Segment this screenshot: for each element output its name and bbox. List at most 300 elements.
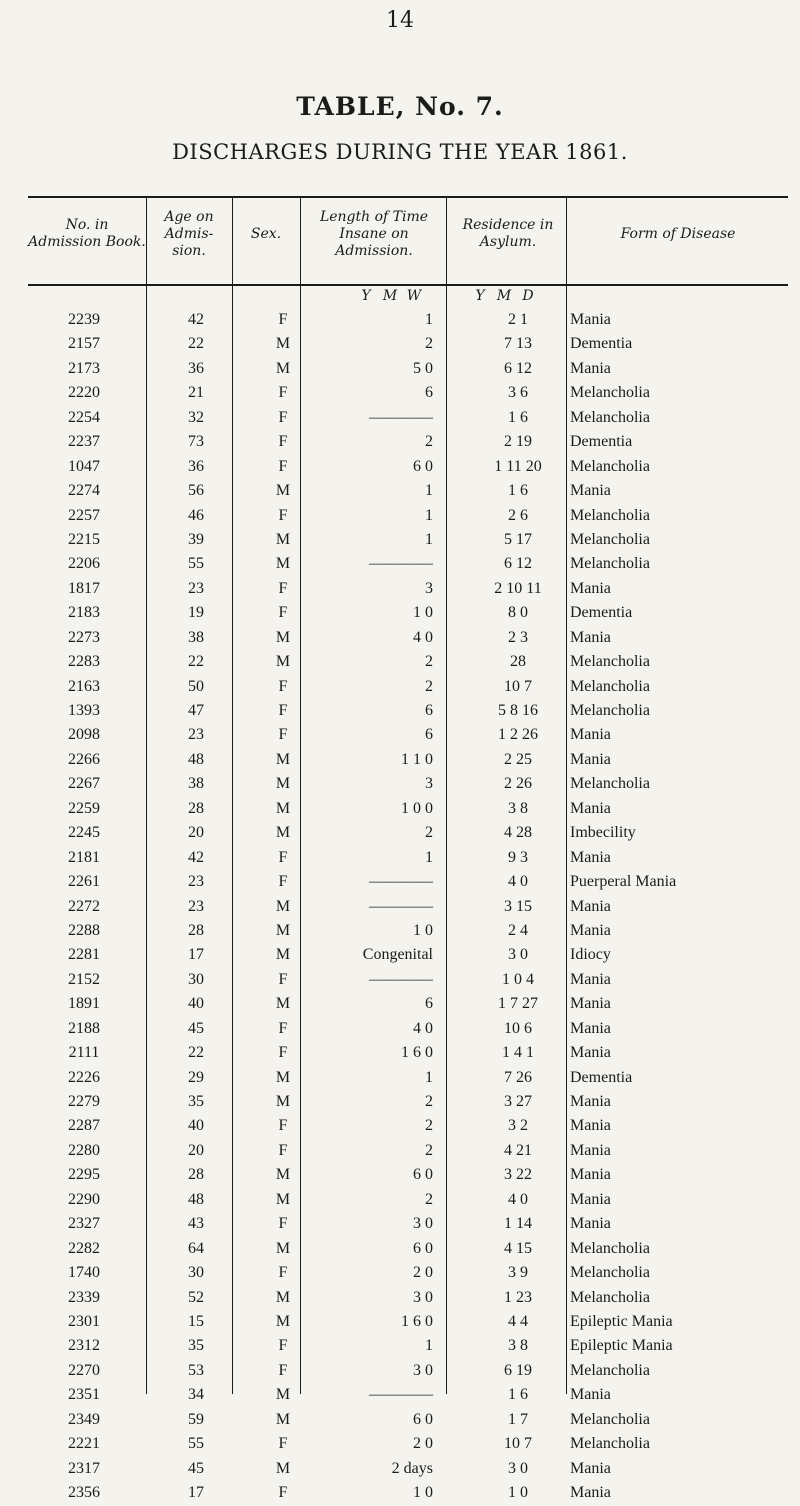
table-row: [28, 553, 788, 577]
age-value: 23: [188, 897, 204, 915]
form-of-disease-value: Mania: [570, 1459, 611, 1477]
sex-value: M: [275, 1312, 291, 1330]
admission-number: 1393: [68, 702, 100, 719]
admission-number: 1817: [68, 579, 100, 597]
sex-value: M: [275, 1386, 291, 1404]
sex-value: F: [278, 677, 288, 695]
table-row: [28, 1189, 788, 1213]
form-of-disease-value: Dementia: [570, 604, 633, 622]
sex-value: M: [275, 775, 291, 793]
sex-value: M: [275, 1459, 291, 1477]
residence-value: 6 19: [504, 1361, 532, 1379]
residence-value: 1 7 27: [498, 995, 538, 1013]
residence-value: 1 14: [504, 1215, 532, 1233]
header-form-of-disease: Form of Disease: [620, 225, 736, 242]
admission-number: 2272: [68, 897, 100, 915]
residence-value: 4 4: [508, 1312, 528, 1330]
length-insane-value: 2: [425, 1093, 433, 1110]
form-of-disease-value: Imbecility: [570, 824, 636, 842]
length-insane-value: 2 days: [391, 1459, 433, 1477]
form-of-disease-value: Mania: [570, 482, 611, 500]
residence-value: 5 8 16: [498, 702, 538, 719]
table-row: [28, 407, 788, 431]
length-insane-value: 5 0: [413, 359, 433, 377]
length-insane-value: 2: [425, 335, 433, 353]
residence-value: 3 15: [504, 897, 532, 915]
age-value: 35: [188, 1093, 204, 1110]
admission-number: 2261: [68, 873, 100, 891]
table-row: [28, 1140, 788, 1164]
residence-value: 6 12: [504, 555, 532, 573]
age-value: 47: [188, 702, 204, 719]
residence-value: 7 13: [504, 335, 532, 353]
age-value: 22: [188, 1044, 204, 1062]
admission-number: 2312: [68, 1337, 100, 1355]
admission-number: 2351: [68, 1386, 100, 1404]
form-of-disease-value: Melancholia: [570, 1239, 650, 1257]
table-row: [28, 627, 788, 651]
sex-value: M: [275, 359, 291, 377]
admission-number: 2220: [68, 384, 100, 402]
table-row: [28, 1311, 788, 1335]
form-of-disease-value: Mania: [570, 1093, 611, 1110]
residence-value: 10 7: [504, 677, 532, 695]
sex-value: F: [278, 604, 288, 622]
sex-value: F: [278, 970, 288, 988]
table-row: [28, 529, 788, 553]
admission-number: 2183: [68, 604, 100, 622]
residence-value: 6 12: [504, 359, 532, 377]
sex-value: M: [275, 1068, 291, 1086]
sex-value: F: [278, 1019, 288, 1037]
sex-value: M: [275, 482, 291, 500]
form-of-disease-value: Melancholia: [570, 530, 650, 548]
length-insane-value: 1: [425, 530, 433, 548]
table-row: [28, 1409, 788, 1433]
admission-number: 2188: [68, 1019, 100, 1037]
residence-value: 1 0 4: [502, 970, 534, 988]
sex-value: F: [278, 457, 288, 475]
sex-value: F: [278, 1435, 288, 1453]
sex-value: M: [275, 750, 291, 768]
length-insane-value: 2 0: [413, 1435, 433, 1453]
form-of-disease-value: Mania: [570, 995, 611, 1013]
age-value: 73: [188, 433, 204, 451]
age-value: 15: [188, 1312, 204, 1330]
table-row: [28, 651, 788, 675]
length-insane-value: 1: [425, 311, 433, 328]
length-insane-value: 3 0: [413, 1361, 433, 1379]
table-row: [28, 969, 788, 993]
table-row: [28, 1115, 788, 1139]
header-residence: Residence in Asylum.: [462, 217, 554, 250]
age-value: 34: [188, 1386, 204, 1404]
table-row: [28, 1384, 788, 1408]
form-of-disease-value: Mania: [570, 311, 611, 328]
form-of-disease-value: Melancholia: [570, 677, 650, 695]
form-of-disease-value: Melancholia: [570, 1410, 650, 1428]
length-insane-value: Congenital: [362, 946, 433, 964]
residence-value: 1 0: [508, 1484, 528, 1501]
age-value: 53: [188, 1361, 204, 1379]
admission-number: 2221: [68, 1435, 100, 1453]
form-of-disease-value: Melancholia: [570, 1435, 650, 1453]
form-of-disease-value: Mania: [570, 359, 611, 377]
length-insane-value: 1: [425, 506, 433, 524]
form-of-disease-value: Melancholia: [570, 653, 650, 671]
table-row: [28, 798, 788, 822]
residence-value: 2 3: [508, 628, 528, 646]
table-row: [28, 505, 788, 529]
form-of-disease-value: Mania: [570, 848, 611, 866]
length-unit-years: Y: [361, 288, 371, 304]
age-value: 38: [188, 628, 204, 646]
form-of-disease-value: Mania: [570, 1215, 611, 1233]
table-row: [28, 602, 788, 626]
length-insane-value: 2 0: [413, 1264, 433, 1282]
admission-number: 2339: [68, 1288, 100, 1306]
residence-value: 1 6: [508, 482, 528, 500]
residence-value: 2 19: [504, 433, 532, 451]
form-of-disease-value: Mania: [570, 726, 611, 744]
residence-value: 3 27: [504, 1093, 532, 1110]
admission-number: 2215: [68, 530, 100, 548]
table-row: [28, 578, 788, 602]
age-value: 19: [188, 604, 204, 622]
sex-value: M: [275, 824, 291, 842]
age-value: 32: [188, 408, 204, 426]
admission-number: 2280: [68, 1141, 100, 1159]
age-value: 30: [188, 1264, 204, 1282]
residence-value: 2 6: [508, 506, 528, 524]
table-row: [28, 1287, 788, 1311]
residence-value: 4 28: [504, 824, 532, 842]
admission-number: 2111: [68, 1044, 100, 1062]
sex-value: F: [278, 1264, 288, 1282]
residence-value: 2 10 11: [494, 579, 542, 597]
age-value: 43: [188, 1215, 204, 1233]
length-subheader: [358, 288, 448, 308]
residence-value: 2 25: [504, 750, 532, 768]
sex-value: F: [278, 1117, 288, 1135]
age-value: 42: [188, 311, 204, 328]
form-of-disease-value: Epileptic Mania: [570, 1337, 673, 1355]
age-value: 17: [188, 946, 204, 964]
admission-number: 2245: [68, 824, 100, 842]
residence-value: 9 3: [508, 848, 528, 866]
sex-value: M: [275, 653, 291, 671]
table-row: [28, 1091, 788, 1115]
residence-value: 1 4 1: [502, 1044, 534, 1062]
table-row: [28, 944, 788, 968]
sex-value: F: [278, 1141, 288, 1159]
length-insane-value: 1: [425, 848, 433, 866]
form-of-disease-value: Mania: [570, 921, 611, 939]
length-insane-value: ————: [369, 555, 433, 573]
sex-value: M: [275, 1239, 291, 1257]
residence-value: 4 21: [504, 1141, 532, 1159]
form-of-disease-value: Melancholia: [570, 384, 650, 402]
sex-value: F: [278, 311, 288, 328]
form-of-disease-value: Melancholia: [570, 702, 650, 719]
length-insane-value: 2: [425, 433, 433, 451]
length-insane-value: 1 6 0: [401, 1044, 433, 1062]
table-row: [28, 1458, 788, 1482]
length-insane-value: 2: [425, 653, 433, 671]
form-of-disease-value: Dementia: [570, 433, 633, 451]
length-insane-value: 6: [425, 726, 433, 744]
table-row: [28, 700, 788, 724]
length-insane-value: ————: [369, 873, 433, 891]
residence-value: 3 9: [508, 1264, 528, 1282]
length-insane-value: 1: [425, 1068, 433, 1086]
sex-value: F: [278, 1361, 288, 1379]
age-value: 64: [188, 1239, 204, 1257]
length-insane-value: 1 6 0: [401, 1312, 433, 1330]
form-of-disease-value: Mania: [570, 1044, 611, 1062]
length-insane-value: 1: [425, 482, 433, 500]
form-of-disease-value: Melancholia: [570, 408, 650, 426]
residence-value: 3 8: [508, 799, 528, 817]
age-value: 35: [188, 1337, 204, 1355]
length-insane-value: 1 0: [413, 604, 433, 622]
age-value: 29: [188, 1068, 204, 1086]
sex-value: F: [278, 702, 288, 719]
table-row: [28, 847, 788, 871]
age-value: 38: [188, 775, 204, 793]
length-insane-value: ————: [369, 970, 433, 988]
length-insane-value: 1 1 0: [401, 750, 433, 768]
age-value: 40: [188, 995, 204, 1013]
residence-value: 3 22: [504, 1166, 532, 1184]
admission-number: 2274: [68, 482, 100, 500]
residence-value: 5 17: [504, 530, 532, 548]
length-insane-value: 2: [425, 677, 433, 695]
discharges-table: [28, 196, 788, 1501]
age-value: 28: [188, 921, 204, 939]
admission-number: 2226: [68, 1068, 100, 1086]
length-insane-value: 2: [425, 1141, 433, 1159]
admission-number: 2301: [68, 1312, 100, 1330]
age-value: 45: [188, 1459, 204, 1477]
admission-number: 2237: [68, 433, 100, 451]
age-value: 40: [188, 1117, 204, 1135]
age-value: 28: [188, 799, 204, 817]
age-value: 39: [188, 530, 204, 548]
header-admission-no: No. in Admission Book.: [28, 217, 146, 250]
residence-value: 3 6: [508, 384, 528, 402]
table-row: [28, 920, 788, 944]
sex-value: M: [275, 335, 291, 353]
table-row: [28, 993, 788, 1017]
age-value: 30: [188, 970, 204, 988]
form-of-disease-value: Mania: [570, 970, 611, 988]
form-of-disease-value: Mania: [570, 1141, 611, 1159]
sex-value: M: [275, 946, 291, 964]
form-of-disease-value: Melancholia: [570, 457, 650, 475]
admission-number: 2279: [68, 1093, 100, 1110]
age-value: 28: [188, 1166, 204, 1184]
age-value: 23: [188, 873, 204, 891]
age-value: 48: [188, 1190, 204, 1208]
form-of-disease-value: Melancholia: [570, 555, 650, 573]
sex-value: F: [278, 408, 288, 426]
length-insane-value: 4 0: [413, 1019, 433, 1037]
length-insane-value: 6 0: [413, 1166, 433, 1184]
table-subtitle: DISCHARGES DURING THE YEAR 1861.: [172, 140, 628, 164]
residence-value: 3 0: [508, 1459, 528, 1477]
admission-number: 2356: [68, 1484, 100, 1501]
length-unit-months: M: [382, 288, 398, 304]
admission-number: 2257: [68, 506, 100, 524]
sex-value: M: [275, 921, 291, 939]
admission-number: 2098: [68, 726, 100, 744]
header-sex: Sex.: [250, 225, 282, 242]
table-row: [28, 871, 788, 895]
admission-number: 2152: [68, 970, 100, 988]
form-of-disease-value: Mania: [570, 897, 611, 915]
sex-value: M: [275, 799, 291, 817]
table-row: [28, 1213, 788, 1237]
form-of-disease-value: Mania: [570, 1019, 611, 1037]
admission-number: 2349: [68, 1410, 100, 1428]
age-value: 22: [188, 653, 204, 671]
residence-value: 8 0: [508, 604, 528, 622]
length-insane-value: 2: [425, 1190, 433, 1208]
table-row: [28, 1238, 788, 1262]
admission-number: 2282: [68, 1239, 100, 1257]
form-of-disease-value: Mania: [570, 579, 611, 597]
admission-number: 2281: [68, 946, 100, 964]
admission-number: 2206: [68, 555, 100, 573]
age-value: 20: [188, 824, 204, 842]
admission-number: 2270: [68, 1361, 100, 1379]
sex-value: M: [275, 1288, 291, 1306]
table-row: [28, 382, 788, 406]
admission-number: 2283: [68, 653, 100, 671]
admission-number: 2163: [68, 677, 100, 695]
sex-value: F: [278, 1044, 288, 1062]
residence-unit-years: Y: [475, 288, 485, 304]
admission-number: 2290: [68, 1190, 100, 1208]
header-age: Age on Admis- sion.: [164, 208, 214, 259]
length-insane-value: 2: [425, 824, 433, 842]
admission-number: 2317: [68, 1459, 100, 1477]
residence-value: 4 0: [508, 873, 528, 891]
form-of-disease-value: Dementia: [570, 335, 633, 353]
admission-number: 2288: [68, 921, 100, 939]
sex-value: M: [275, 1166, 291, 1184]
age-value: 23: [188, 726, 204, 744]
residence-subheader: [472, 288, 562, 308]
age-value: 42: [188, 848, 204, 866]
table-row: [28, 1164, 788, 1188]
length-insane-value: ————: [369, 1386, 433, 1404]
form-of-disease-value: Melancholia: [570, 775, 650, 793]
admission-number: 2327: [68, 1215, 100, 1233]
sex-value: F: [278, 433, 288, 451]
sex-value: M: [275, 1410, 291, 1428]
age-value: 22: [188, 335, 204, 353]
admission-number: 2254: [68, 408, 100, 426]
form-of-disease-value: Mania: [570, 1386, 611, 1404]
table-row: [28, 676, 788, 700]
age-value: 55: [188, 1435, 204, 1453]
table-row: [28, 333, 788, 357]
table-row: [28, 1042, 788, 1066]
age-value: 36: [188, 457, 204, 475]
sex-value: F: [278, 506, 288, 524]
residence-value: 10 6: [504, 1019, 532, 1037]
admission-number: 1891: [68, 995, 100, 1013]
sex-value: M: [275, 555, 291, 573]
age-value: 56: [188, 482, 204, 500]
admission-number: 2157: [68, 335, 100, 353]
age-value: 59: [188, 1410, 204, 1428]
length-insane-value: 6: [425, 384, 433, 402]
form-of-disease-value: Idiocy: [570, 946, 611, 964]
admission-number: 2287: [68, 1117, 100, 1135]
length-insane-value: 3 0: [413, 1288, 433, 1306]
length-insane-value: ————: [369, 408, 433, 426]
sex-value: M: [275, 628, 291, 646]
table-row: [28, 896, 788, 920]
form-of-disease-value: Epileptic Mania: [570, 1312, 673, 1330]
sex-value: M: [275, 897, 291, 915]
residence-value: 1 6: [508, 408, 528, 426]
residence-value: 4 0: [508, 1190, 528, 1208]
sex-value: F: [278, 873, 288, 891]
sex-value: F: [278, 1215, 288, 1233]
table-row: [28, 724, 788, 748]
form-of-disease-value: Melancholia: [570, 1361, 650, 1379]
table-title: TABLE, No. 7.: [296, 92, 504, 121]
sex-value: M: [275, 995, 291, 1013]
residence-value: 2 4: [508, 921, 528, 939]
page-number: 14: [386, 8, 414, 33]
age-value: 17: [188, 1484, 204, 1501]
table-row: [28, 1262, 788, 1286]
residence-value: 1 7: [508, 1410, 528, 1428]
form-of-disease-value: Mania: [570, 750, 611, 768]
admission-number: 1047: [68, 457, 100, 475]
length-insane-value: 1 0: [413, 921, 433, 939]
sex-value: F: [278, 848, 288, 866]
admission-number: 2295: [68, 1166, 100, 1184]
length-insane-value: 6 0: [413, 1239, 433, 1257]
residence-value: 1 2 26: [498, 726, 538, 744]
table-row: [28, 1360, 788, 1384]
table-row: [28, 309, 788, 333]
age-value: 50: [188, 677, 204, 695]
sex-value: F: [278, 384, 288, 402]
length-insane-value: 1 0: [413, 1484, 433, 1501]
residence-value: 1 6: [508, 1386, 528, 1404]
length-insane-value: 4 0: [413, 628, 433, 646]
age-value: 45: [188, 1019, 204, 1037]
sex-value: F: [278, 726, 288, 744]
length-insane-value: 1 0 0: [401, 799, 433, 817]
sex-value: M: [275, 1190, 291, 1208]
length-insane-value: 3: [425, 579, 433, 597]
table-row: [28, 749, 788, 773]
residence-value: 1 11 20: [494, 457, 542, 475]
length-insane-value: 6: [425, 995, 433, 1013]
length-insane-value: 6 0: [413, 457, 433, 475]
table-body: [28, 309, 788, 1506]
length-insane-value: 3: [425, 775, 433, 793]
table-row: [28, 480, 788, 504]
